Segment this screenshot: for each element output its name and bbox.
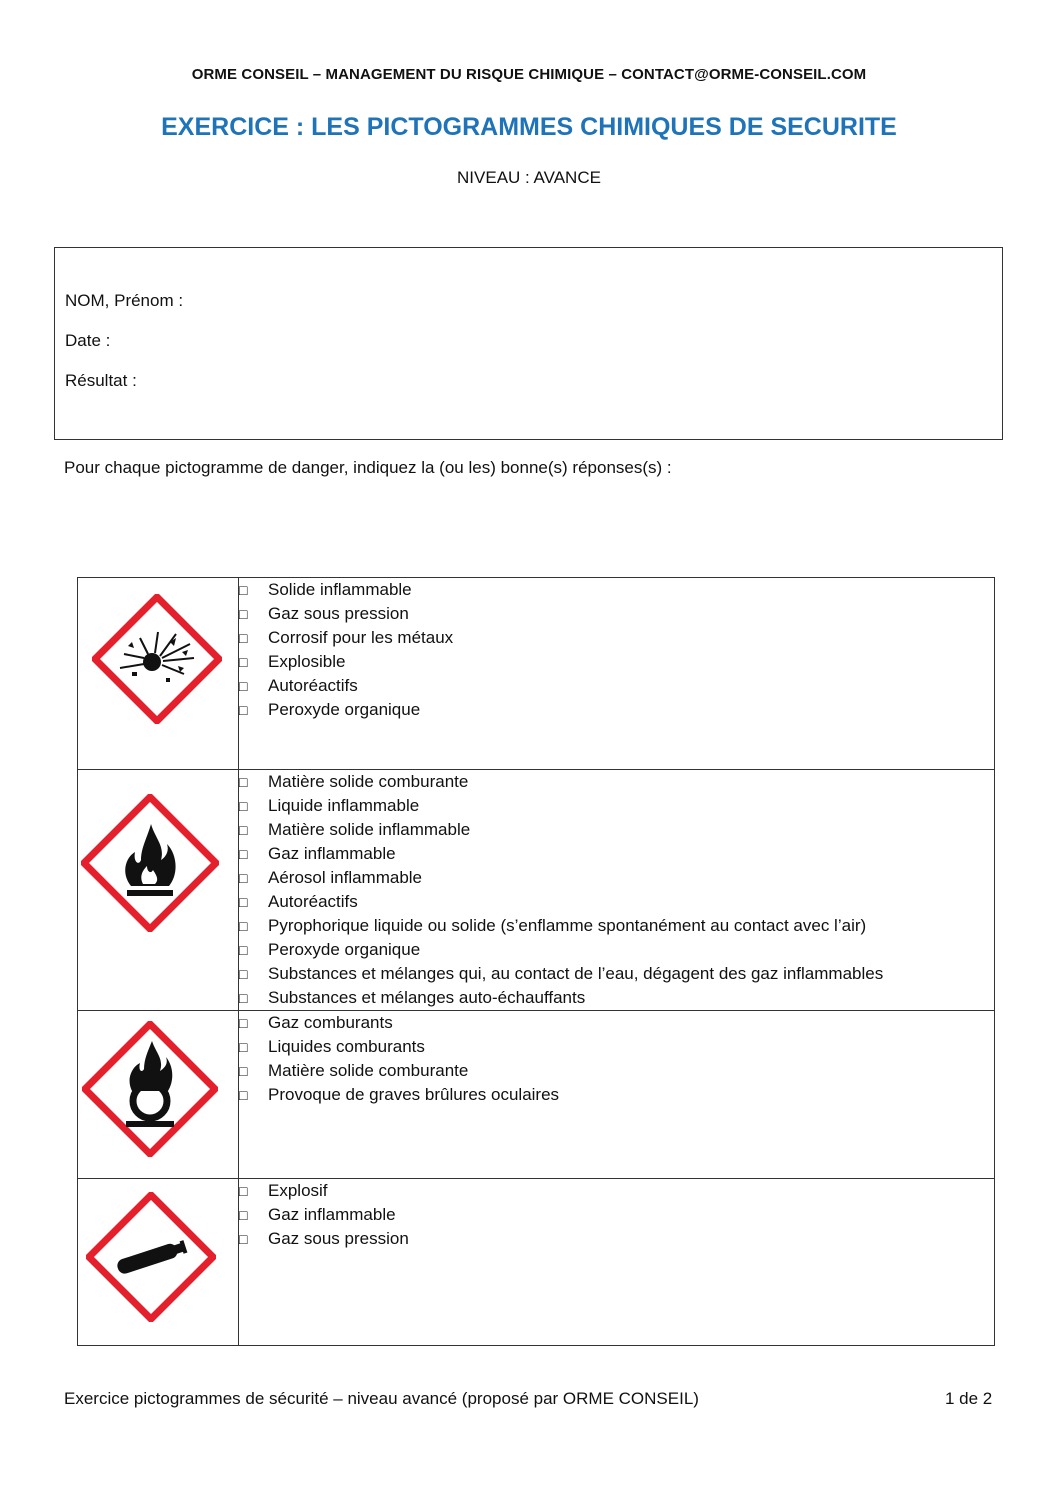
options-cell	[239, 1179, 995, 1346]
quiz-row	[78, 578, 995, 770]
quiz-table	[77, 577, 995, 1346]
option-item[interactable]	[239, 1059, 994, 1083]
checkbox[interactable]: □	[239, 774, 248, 790]
option-item[interactable]	[239, 1179, 994, 1203]
checkbox[interactable]: □	[239, 702, 248, 718]
option-label: Matière solide comburante	[268, 1061, 469, 1080]
option-label: Gaz sous pression	[268, 604, 409, 623]
option-item[interactable]	[239, 1203, 994, 1227]
option-label: Solide inflammable	[268, 580, 412, 599]
option-item[interactable]	[239, 794, 994, 818]
checkbox[interactable]: □	[239, 678, 248, 694]
flame-over-circle-icon	[82, 1021, 218, 1157]
option-label: Corrosif pour les métaux	[268, 628, 454, 647]
header-line: ORME CONSEIL – MANAGEMENT DU RISQUE CHIMIQUE – CONTACT@ORME-CONSEIL.COM	[191, 66, 867, 83]
option-label: Explosible	[268, 652, 346, 671]
option-item[interactable]	[239, 842, 994, 866]
checkbox[interactable]: □	[239, 1015, 248, 1031]
option-item[interactable]	[239, 626, 994, 650]
option-label: Pyrophorique liquide ou solide (s’enflamme spontanément au contact avec l’air)	[268, 916, 867, 935]
options-cell	[239, 770, 995, 1011]
result-field-label: Résultat :	[65, 371, 137, 390]
option-label: Explosif	[268, 1181, 328, 1200]
option-item[interactable]	[239, 818, 994, 842]
option-label: Gaz comburants	[268, 1013, 393, 1032]
option-item[interactable]	[239, 962, 994, 986]
quiz-row	[78, 770, 995, 1011]
instruction-text: Pour chaque pictogramme de danger, indiquez la (ou les) bonne(s) réponses(s) :	[64, 458, 672, 477]
option-item[interactable]	[239, 938, 994, 962]
pictogram-cell	[78, 770, 239, 1011]
option-item[interactable]	[239, 698, 994, 722]
option-label: Gaz sous pression	[268, 1229, 409, 1248]
checkbox[interactable]: □	[239, 894, 248, 910]
footer-text: Exercice pictogrammes de sécurité – niveau avancé (proposé par ORME CONSEIL)	[64, 1389, 699, 1408]
checkbox[interactable]: □	[239, 630, 248, 646]
option-label: Matière solide inflammable	[268, 820, 471, 839]
option-label: Liquides comburants	[268, 1037, 425, 1056]
checkbox[interactable]: □	[239, 846, 248, 862]
option-item[interactable]	[239, 914, 994, 938]
name-field-label: NOM, Prénom :	[65, 291, 184, 310]
option-label: Autoréactifs	[268, 676, 358, 695]
checkbox[interactable]: □	[239, 1183, 248, 1199]
page-number: 1 de 2	[945, 1389, 993, 1408]
date-field-label: Date :	[65, 331, 111, 350]
info-box	[54, 247, 1003, 440]
checkbox[interactable]: □	[239, 966, 248, 982]
exploding-bomb-icon	[92, 594, 222, 724]
checkbox[interactable]: □	[239, 1207, 248, 1223]
checkbox[interactable]: □	[239, 582, 248, 598]
option-item[interactable]	[239, 866, 994, 890]
gas-cylinder-icon	[86, 1192, 216, 1322]
option-item[interactable]	[239, 986, 994, 1010]
option-item[interactable]	[239, 650, 994, 674]
flame-icon	[81, 794, 219, 932]
pictogram-cell	[78, 578, 239, 770]
checkbox[interactable]: □	[239, 606, 248, 622]
option-label: Autoréactifs	[268, 892, 358, 911]
page-title: EXERCICE : LES PICTOGRAMMES CHIMIQUES DE SECURITE	[161, 113, 897, 141]
option-label: Substances et mélanges qui, au contact de l’eau, dégagent des gaz inflammables	[268, 964, 884, 983]
quiz-row	[78, 1179, 995, 1346]
checkbox[interactable]: □	[239, 942, 248, 958]
checkbox[interactable]: □	[239, 1231, 248, 1247]
checkbox[interactable]: □	[239, 654, 248, 670]
option-label: Matière solide comburante	[268, 772, 469, 791]
option-item[interactable]	[239, 1011, 994, 1035]
pictogram-cell	[78, 1179, 239, 1346]
option-item[interactable]	[239, 890, 994, 914]
option-label: Gaz inflammable	[268, 844, 396, 863]
option-label: Provoque de graves brûlures oculaires	[268, 1085, 560, 1104]
option-label: Substances et mélanges auto-échauffants	[268, 988, 586, 1007]
option-label: Liquide inflammable	[268, 796, 420, 815]
checkbox[interactable]: □	[239, 822, 248, 838]
checkbox[interactable]: □	[239, 1063, 248, 1079]
checkbox[interactable]: □	[239, 990, 248, 1006]
quiz-row	[78, 1011, 995, 1179]
option-label: Aérosol inflammable	[268, 868, 423, 887]
level-label: NIVEAU : AVANCE	[457, 168, 601, 187]
checkbox[interactable]: □	[239, 1087, 248, 1103]
option-item[interactable]	[239, 602, 994, 626]
option-label: Peroxyde organique	[268, 700, 421, 719]
pictogram-cell	[78, 1011, 239, 1179]
option-item[interactable]	[239, 1227, 994, 1251]
option-item[interactable]	[239, 770, 994, 794]
option-label: Peroxyde organique	[268, 940, 421, 959]
checkbox[interactable]: □	[239, 870, 248, 886]
option-item[interactable]	[239, 578, 994, 602]
checkbox[interactable]: □	[239, 1039, 248, 1055]
option-item[interactable]	[239, 1035, 994, 1059]
options-cell	[239, 1011, 995, 1179]
options-cell	[239, 578, 995, 770]
option-item[interactable]	[239, 674, 994, 698]
option-label: Gaz inflammable	[268, 1205, 396, 1224]
option-item[interactable]	[239, 1083, 994, 1107]
checkbox[interactable]: □	[239, 918, 248, 934]
checkbox[interactable]: □	[239, 798, 248, 814]
